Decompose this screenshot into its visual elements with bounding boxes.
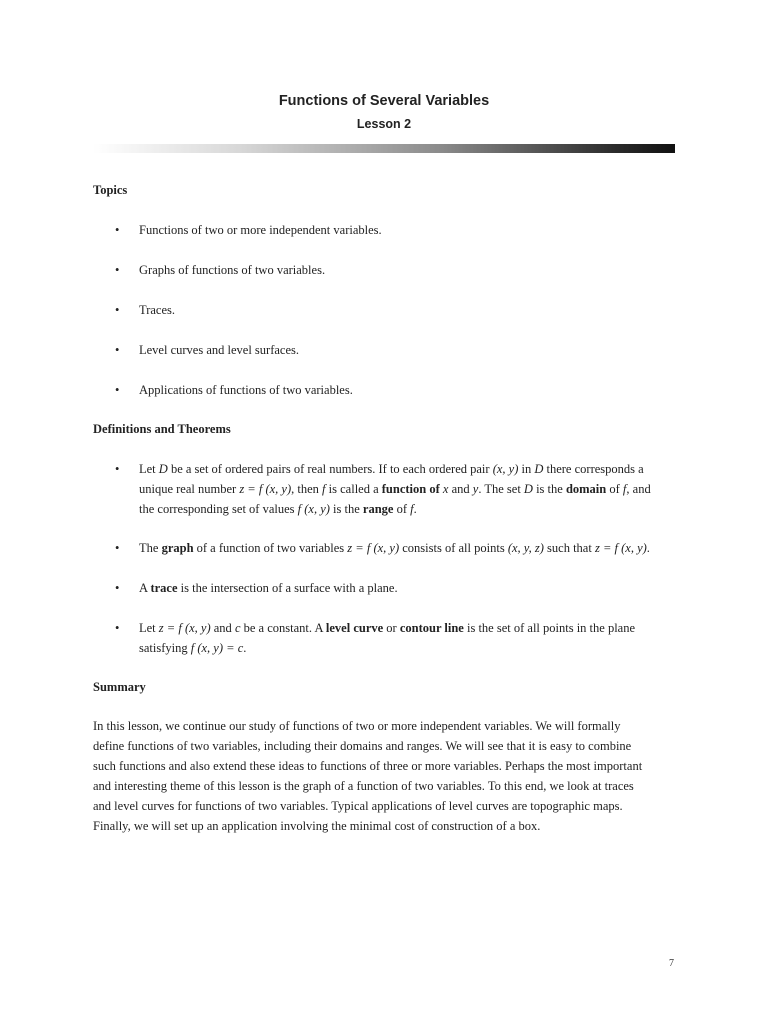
bullet-icon: • [115, 223, 120, 237]
definition-level-curve [115, 618, 680, 658]
topics-heading: Topics [93, 183, 128, 197]
bullet-icon: • [115, 263, 120, 277]
definition-text: The graph of a function of two variables z = f (x, y) consists of all points (x, y, z) such that z = f (x, y). [139, 541, 650, 555]
term-trace: trace [150, 581, 178, 595]
page-title: Functions of Several Variables [278, 93, 490, 109]
term-contour-line: contour line [399, 621, 464, 635]
topic-text: Level curves and level surfaces. [139, 343, 299, 357]
topic-text: Applications of functions of two variables. [139, 383, 353, 397]
bullet-icon: • [115, 621, 120, 635]
term-graph: graph [161, 541, 194, 555]
bullet-icon: • [115, 343, 120, 357]
definition-function [115, 459, 680, 519]
bullet-icon: • [115, 541, 120, 555]
summary-line: and interesting theme of this lesson is the graph of a function of two variables. To this end, we look at traces [93, 779, 634, 793]
summary-heading: Summary [93, 680, 146, 694]
lesson-subtitle: Lesson 2 [356, 117, 412, 131]
decorative-gradient-bar [93, 144, 675, 153]
topic-text: Traces. [139, 303, 175, 317]
summary-line: such functions and also extend these ideas to functions of three or more variables. Perhaps the most important [93, 759, 643, 773]
definition-text: Let z = f (x, y) and c be a constant. A level curve or contour line is the set of all points in the plane satisfying f (x, y) = c. [139, 621, 636, 655]
summary-line: and level curves for functions of two variables. Typical applications of level curves are topographic maps. [93, 799, 623, 813]
summary-line: Finally, we will set up an application involving the minimal cost of construction of a box. [93, 819, 541, 833]
definition-text: Let D be a set of ordered pairs of real numbers. If to each ordered pair (x, y) in D there corresponds a unique real number z = f (x, y), then f is called a function of x and y. The set D is the domain of f, and the corresponding set of values f (x, y) is the range of f. [139, 462, 651, 516]
term-function-of: function of [381, 482, 440, 496]
definition-text: A trace is the intersection of a surface with a plane. [139, 581, 398, 595]
bullet-icon: • [115, 462, 120, 476]
topic-text: Functions of two or more independent variables. [139, 223, 382, 237]
summary-line: In this lesson, we continue our study of functions of two or more independent variables. We will formally [93, 719, 621, 733]
summary-paragraph [93, 716, 693, 836]
term-level-curve: level curve [325, 621, 384, 635]
bullet-icon: • [115, 303, 120, 317]
bullet-icon: • [115, 383, 120, 397]
definitions-heading: Definitions and Theorems [93, 422, 231, 436]
summary-line: define functions of two variables, including their domains and ranges. We will see that it is easy to combine [93, 739, 632, 753]
term-domain: domain [565, 482, 607, 496]
term-range: range [362, 502, 394, 516]
topic-text: Graphs of functions of two variables. [139, 263, 326, 277]
bullet-icon: • [115, 581, 120, 595]
page-number: 7 [669, 958, 674, 969]
